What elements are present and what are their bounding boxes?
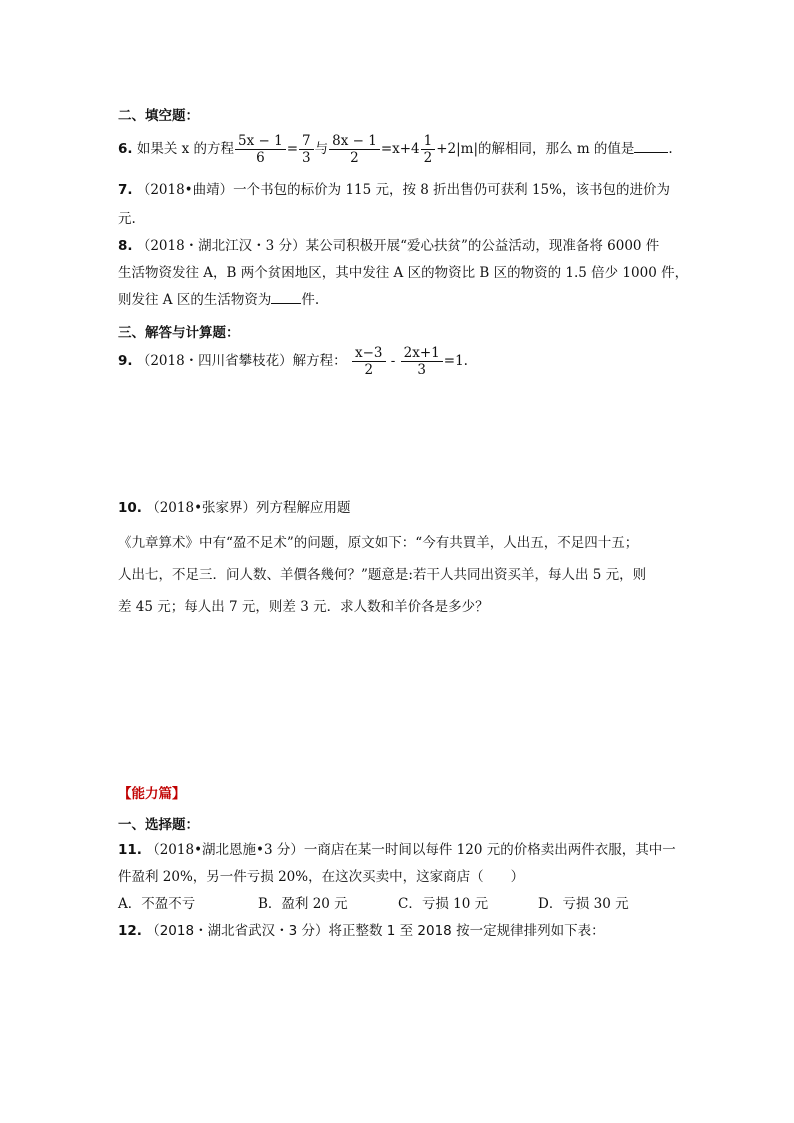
question-text: （2018・四川省攀枝花）解方程： [136,353,347,369]
question-11 [118,838,676,858]
section-heading-calculation: 三、解答与计算题： [118,325,240,341]
question-7-line-2: 元. [118,211,136,227]
question-10-line-1: 《九章算术》中有“盈不足术”的问题，原文如下：“今有共買羊，人出五，不足四十五； [118,535,639,551]
fraction: $\frac{7}{3}$ [299,133,314,166]
question-number: 6. [118,141,133,157]
question-number: 12. [118,923,142,939]
question-text: （2018・湖北省武汉・3 分）将正整数 1 至 2018 按一定规律排列如下表： [146,923,605,939]
option-d: D．亏损 30 元 [538,896,629,912]
question-number: 9. [118,353,133,369]
question-9: 9. （2018・四川省攀枝花）解方程： $\frac{x-3}{2}$ - $\frac{2x+1}{3}$ =1. [118,345,468,378]
question-10-line-2: 人出七，不足三．问人数、羊價各幾何？”题意是:若干人共同出资买羊，每人出 5 元，则 [118,567,647,583]
section-heading-fill-in: 二、填空题： [118,108,199,124]
fraction: $\frac{x-3}{2}$ [352,345,386,378]
question-10-line-3: 差 45 元；每人出 7 元，则差 3 元．求人数和羊价各是多少？ [118,599,489,615]
question-8-line-2: 生活物资发往 A，B 两个贫困地区，其中发往 A 区的物资比 B 区的物资的 1.5 倍少 1000 件， [118,265,689,281]
question-11-line-2: 件盈利 20%，另一件亏损 20%，在这次买卖中，这家商店（ ） [118,869,525,885]
option-a: A．不盈不亏 [118,896,196,912]
question-8 [118,234,659,254]
answer-blank [271,291,301,304]
question-12 [118,919,605,939]
fraction: $\frac{1}{2}$ [421,133,436,166]
question-text: （2018•曲靖）一个书包的标价为 115 元，按 8 折出售仍可获利 15%，该书包的进价为 [136,182,670,198]
question-number: 10. [118,500,142,516]
question-number: 8. [118,238,133,254]
answer-blank [634,140,668,153]
section-ability-heading: 【能力篇】 [118,786,186,802]
option-c: C．亏损 10 元 [398,896,489,912]
question-10 [118,496,351,516]
question-text: （2018•湖北恩施•3 分）一商店在某一时间以每件 120 元的价格卖出两件衣服，其中一 [146,842,676,858]
fraction: $\frac{5x - 1}{6}$ [235,133,286,166]
question-8-line-3: 则发往 A 区的生活物资为 件. [118,292,320,308]
question-7 [118,178,670,198]
question-6: 6. 如果关 x 的方程 $\frac{5x - 1}{6}$ = $\frac{7}{3}$ 与 $\frac{8x - 1}{2}$ =x+4 $\frac{1}{2}$ +2|m|的解相同，那么 m 的值是 . [118,133,673,166]
question-number: 11. [118,842,142,858]
question-title: （2018•张家界）列方程解应用题 [146,500,351,516]
question-text: 如果关 x 的方程 [136,141,235,157]
question-text: （2018・湖北江汉・3 分）某公司积极开展“爱心扶贫”的公益活动，现准备将 6000 件 [136,238,660,254]
fraction: $\frac{8x - 1}{2}$ [329,133,380,166]
fraction: $\frac{2x+1}{3}$ [401,345,443,378]
question-number: 7. [118,182,133,198]
section-heading-choice: 一、选择题： [118,817,199,833]
option-b: B．盈利 20 元 [258,896,348,912]
